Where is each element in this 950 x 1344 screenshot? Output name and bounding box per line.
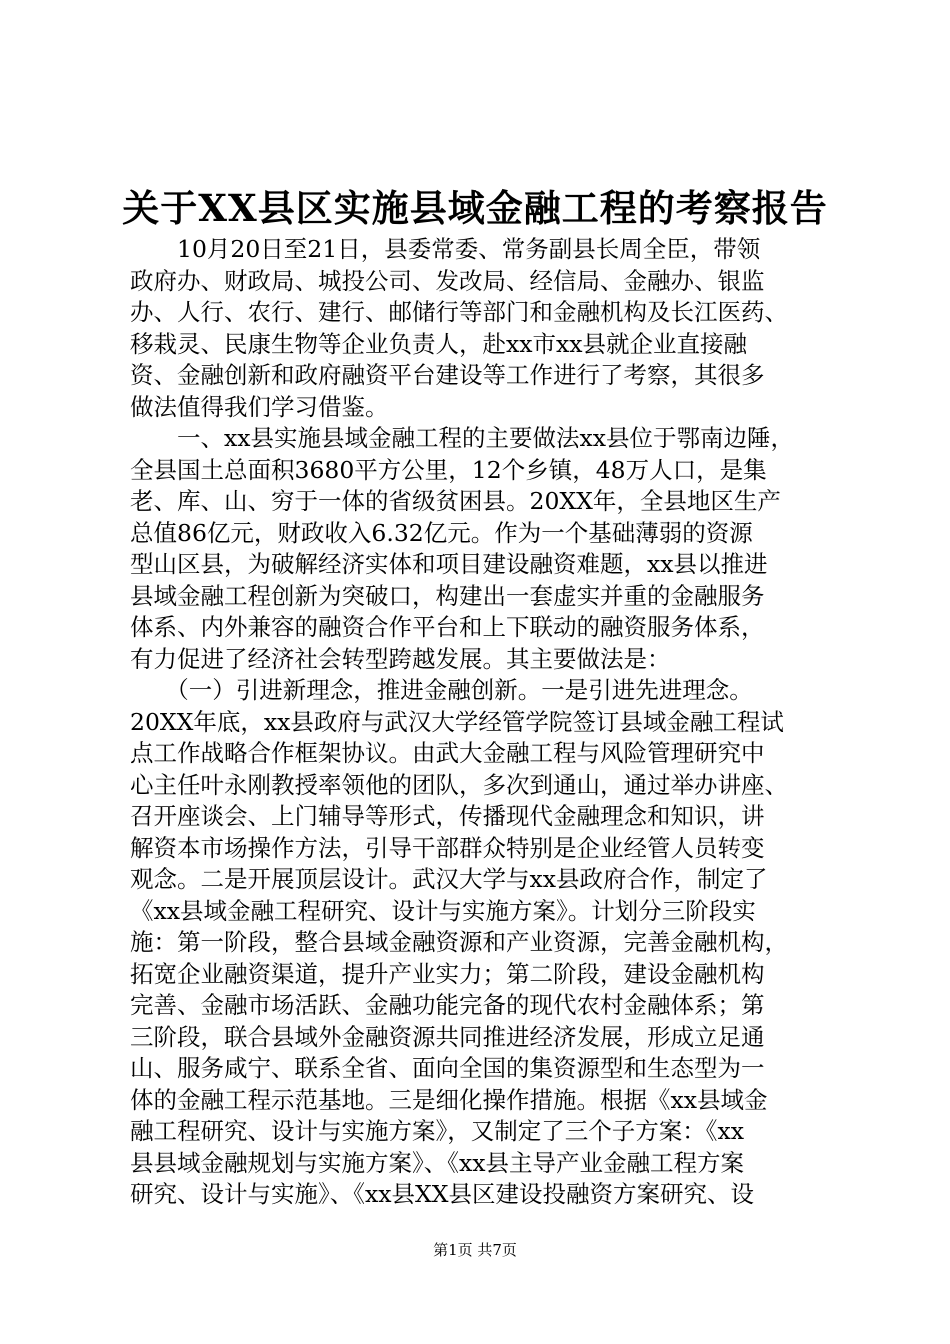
body-line: 三阶段，联合县域外金融资源共同推进经济发展，形成立足通: [130, 1022, 765, 1051]
body-line: 移栽灵、民康生物等企业负责人，赴xx市xx县就企业直接融: [130, 329, 748, 358]
body-line: 10月20日至21日，县委常委、常务副县长周全臣，带领: [130, 235, 761, 263]
body-line: 县县域金融规划与实施方案》、《xx县主导产业金融工程方案: [130, 1148, 745, 1177]
body-line: 县域金融工程创新为突破口，构建出一套虚实并重的金融服务: [130, 581, 765, 610]
document-title: 关于XX县区实施县域金融工程的考察报告: [122, 186, 828, 230]
body-line: 全县国土总面积3680平方公里，12个乡镇，48万人口，是集: [130, 455, 767, 484]
body-line: 解资本市场操作方法，引导干部群众特别是企业经管人员转变: [130, 833, 765, 862]
body-line: 完善、金融市场活跃、金融功能完备的现代农村金融体系；第: [130, 991, 765, 1019]
body-line: （一）引进新理念，推进金融创新。一是引进先进理念。: [130, 676, 753, 704]
body-line: 资、金融创新和政府融资平台建设等工作进行了考察，其很多: [130, 361, 765, 389]
body-line: 一、xx县实施县域金融工程的主要做法xx县位于鄂南边陲，: [130, 424, 795, 452]
body-line: 办、人行、农行、建行、邮储行等部门和金融机构及长江医药、: [130, 298, 788, 326]
body-line: 老、库、山、穷于一体的省级贫困县。20XX年，全县地区生产: [130, 487, 781, 515]
body-line: 点工作战略合作框架协议。由武大金融工程与风险管理研究中: [130, 739, 765, 767]
body-line: 体的金融工程示范基地。三是细化操作措施。根据《xx县域金: [130, 1085, 768, 1114]
body-line: 型山区县，为破解经济实体和项目建设融资难题，xx县以推进: [130, 550, 768, 578]
body-line: 拓宽企业融资渠道，提升产业实力；第二阶段，建设金融机构: [130, 959, 765, 988]
document-body: [130, 234, 850, 1211]
body-line: 融工程研究、设计与实施方案》，又制定了三个子方案：《xx: [130, 1117, 745, 1145]
body-line: 政府办、财政局、城投公司、发改局、经信局、金融办、银监: [130, 266, 765, 295]
body-line: 观念。二是开展顶层设计。武汉大学与xx县政府合作，制定了: [130, 865, 768, 893]
body-line: 山、服务咸宁、联系全省、面向全国的集资源型和生态型为一: [130, 1054, 765, 1082]
body-line: 20XX年底，xx县政府与武汉大学经管学院签订县域金融工程试: [130, 707, 784, 736]
body-line: 有力促进了经济社会转型跨越发展。其主要做法是：: [130, 644, 671, 673]
body-line: 召开座谈会、上门辅导等形式，传播现代金融理念和知识，讲: [130, 802, 765, 830]
body-line: 做法值得我们学习借鉴。: [130, 392, 389, 421]
body-line: 体系、内外兼容的融资合作平台和上下联动的融资服务体系，: [130, 613, 765, 641]
page-footer: 第1页 共7页: [433, 1241, 517, 1259]
body-line: 研究、设计与实施》、《xx县XX县区建设投融资方案研究、设: [130, 1180, 754, 1208]
body-line: 总值86亿元，财政收入6.32亿元。作为一个基础薄弱的资源: [130, 518, 753, 547]
body-line: 心主任叶永刚教授率领他的团队，多次到通山，通过举办讲座、: [130, 770, 788, 799]
body-line: 《xx县域金融工程研究、设计与实施方案》。计划分三阶段实: [130, 896, 756, 925]
body-line: 施：第一阶段，整合县域金融资源和产业资源，完善金融机构，: [130, 928, 788, 956]
